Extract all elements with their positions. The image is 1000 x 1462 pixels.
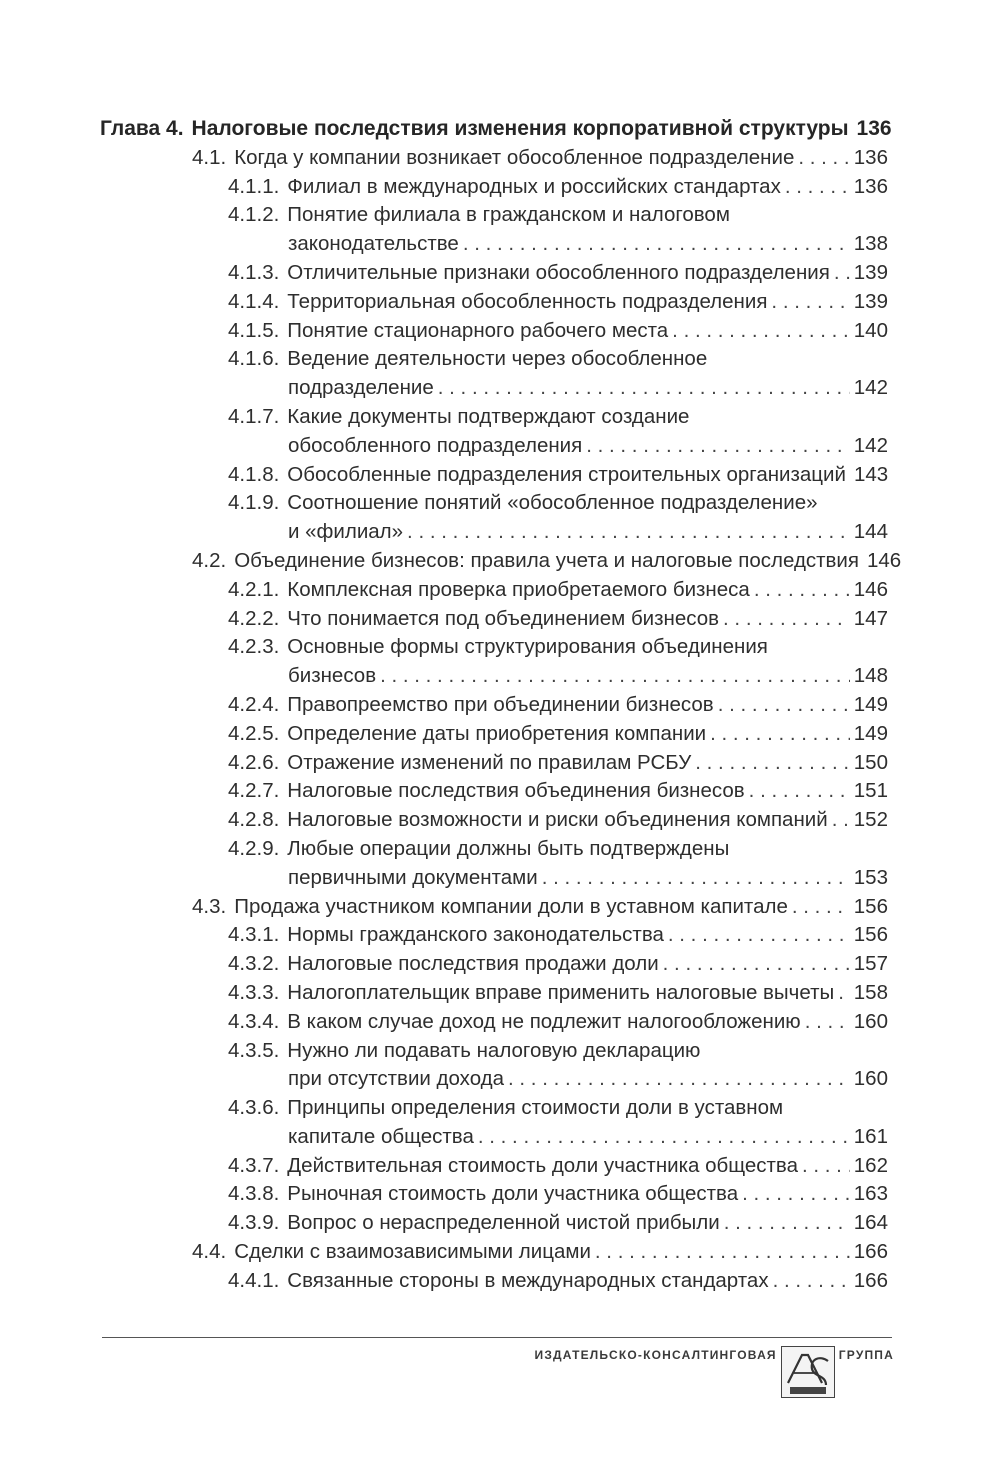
toc-page-number: 139 (853, 260, 888, 284)
toc-entry-number: 4.4. (192, 1240, 227, 1264)
toc-subsection-entry (0, 605, 1000, 634)
toc-dot-leader (742, 1180, 850, 1209)
toc-entry-title: Продажа участником компании доли в уставном капитале (234, 894, 788, 918)
toc-subsection-entry (0, 777, 1000, 806)
footer-divider (102, 1337, 892, 1338)
toc-page-number: 166 (853, 1240, 888, 1264)
toc-entry-title-continued: законодательстве (288, 232, 459, 256)
toc-subsection-entry (0, 201, 1000, 230)
toc-entry-title: Действительная стоимость доли участника общества (287, 1153, 798, 1177)
toc-subsection-entry (0, 1180, 1000, 1209)
toc-page-number: 146 (853, 577, 888, 601)
toc-entry-title: Любые операции должны быть подтверждены (287, 836, 730, 860)
toc-entry-number: 4.3.3. (228, 980, 280, 1004)
toc-entry-title-continued: капитале общества (288, 1124, 474, 1148)
toc-page-number: 149 (853, 721, 888, 745)
toc-entry-number: 4.1.5. (228, 318, 280, 342)
toc-dot-leader (463, 230, 850, 259)
toc-entry-number: 4.3.6. (228, 1096, 280, 1120)
publisher-name-part1: ИЗДАТЕЛЬСКО-КОНСАЛТИНГОВАЯ (534, 1348, 777, 1362)
toc-subsection-entry-continued (0, 432, 1000, 461)
toc-dot-leader (438, 374, 850, 403)
toc-entry-title: Понятие стационарного рабочего места (287, 318, 669, 342)
toc-entry-title: Когда у компании возникает обособленное подразделение (234, 145, 795, 169)
toc-subsection-entry-continued (0, 1123, 1000, 1152)
toc-dot-leader (668, 921, 850, 950)
toc-entry-number: 4.1.9. (228, 491, 280, 515)
toc-subsection-entry (0, 835, 1000, 864)
toc-section-entry (0, 1238, 1000, 1267)
toc-entry-title: Определение даты приобретения компании (287, 721, 707, 745)
publisher-logo-icon (781, 1346, 835, 1398)
table-of-contents (0, 115, 1000, 1296)
toc-dot-leader (749, 777, 850, 806)
toc-entry-title: Правопреемство при объединении бизнесов (287, 692, 714, 716)
toc-entry-number: 4.2. (192, 548, 227, 572)
toc-page-number: 149 (853, 692, 888, 716)
toc-subsection-entry (0, 1008, 1000, 1037)
toc-subsection-entry (0, 576, 1000, 605)
toc-entry-title: Соотношение понятий «обособленное подразделение» (287, 491, 818, 515)
toc-page-number: 157 (853, 952, 888, 976)
toc-subsection-entry-continued (0, 230, 1000, 259)
toc-entry-title: Ведение деятельности через обособленное (287, 347, 708, 371)
toc-dot-leader (785, 173, 850, 202)
toc-page-number: 143 (853, 462, 889, 486)
toc-entry-title: Налоговые последствия объединения бизнесов (287, 779, 745, 803)
toc-entry-title-continued: первичными документами (288, 865, 538, 889)
toc-entry-title: Нормы гражданского законодательства (287, 923, 664, 947)
toc-entry-number: 4.3.4. (228, 1009, 280, 1033)
toc-dot-leader (832, 806, 850, 835)
toc-page-number: 151 (853, 779, 888, 803)
toc-page-number: 142 (853, 433, 888, 457)
toc-entry-number: 4.2.3. (228, 635, 280, 659)
toc-entry-title: В каком случае доход не подлежит налогообложению (287, 1009, 801, 1033)
toc-subsection-entry (0, 633, 1000, 662)
toc-page-number: 161 (853, 1124, 888, 1148)
toc-entry-title: Отличительные признаки обособленного подразделения (287, 260, 830, 284)
toc-entry-number: 4.2.9. (228, 836, 280, 860)
toc-entry-title: Комплексная проверка приобретаемого бизнеса (287, 577, 750, 601)
toc-entry-number: 4.1. (192, 145, 227, 169)
toc-page-number: 142 (853, 376, 888, 400)
toc-page-number: 158 (853, 980, 888, 1004)
toc-dot-leader (595, 1238, 850, 1267)
toc-entry-number: 4.2.8. (228, 808, 280, 832)
toc-entry-number: 4.1.7. (228, 404, 280, 428)
toc-page-number: 147 (853, 606, 888, 630)
toc-page-number: 150 (853, 750, 888, 774)
toc-entry-number: 4.3.9. (228, 1211, 280, 1235)
toc-subsection-entry-continued (0, 374, 1000, 403)
toc-entry-number: 4.3.1. (228, 923, 280, 947)
toc-dot-leader (672, 317, 850, 346)
toc-subsection-entry-continued (0, 864, 1000, 893)
toc-subsection-entry (0, 979, 1000, 1008)
toc-page-number: 156 (853, 923, 888, 947)
toc-entry-number: 4.2.2. (228, 606, 280, 630)
toc-entry-number: 4.3.7. (228, 1153, 280, 1177)
toc-dot-leader (773, 1267, 850, 1296)
toc-page-number: 162 (853, 1153, 888, 1177)
toc-entry-title: Территориальная обособленность подразделения (287, 289, 768, 313)
toc-page-number: 160 (853, 1009, 888, 1033)
toc-entry-title: Обособленные подразделения строительных организаций (287, 462, 846, 486)
toc-entry-title: Объединение бизнесов: правила учета и налоговые последствия (234, 548, 859, 572)
toc-dot-leader (792, 893, 850, 922)
toc-page-number: 163 (853, 1182, 888, 1206)
toc-entry-number: 4.3.8. (228, 1182, 280, 1206)
toc-page-number: 146 (866, 548, 902, 572)
toc-subsection-entry (0, 720, 1000, 749)
toc-entry-number: 4.1.3. (228, 260, 280, 284)
toc-subsection-entry (0, 806, 1000, 835)
toc-dot-leader (586, 432, 850, 461)
publisher-name-part2: ГРУППА (838, 1348, 894, 1362)
toc-entry-title: Рыночная стоимость доли участника общества (287, 1182, 739, 1206)
toc-subsection-entry (0, 1267, 1000, 1296)
toc-entry-title: Вопрос о нераспределенной чистой прибыли (287, 1211, 720, 1235)
toc-subsection-entry (0, 259, 1000, 288)
toc-entry-number: 4.2.7. (228, 779, 280, 803)
toc-subsection-entry (0, 288, 1000, 317)
toc-section-entry (0, 144, 1000, 173)
toc-entry-number: 4.3.5. (228, 1038, 280, 1062)
toc-page-number: 136 (856, 117, 892, 140)
toc-entry-title-continued: обособленного подразделения (288, 433, 583, 457)
toc-page-number: 139 (853, 289, 888, 313)
toc-subsection-entry (0, 691, 1000, 720)
toc-chapter-entry (0, 115, 1000, 144)
toc-entry-title: Отражение изменений по правилам РСБУ (287, 750, 692, 774)
toc-entry-title: Что понимается под объединением бизнесов (287, 606, 720, 630)
toc-subsection-entry (0, 921, 1000, 950)
toc-page-number: 156 (853, 894, 888, 918)
toc-subsection-entry (0, 317, 1000, 346)
publisher-footer (535, 1346, 894, 1398)
toc-entry-number: 4.2.4. (228, 692, 280, 716)
toc-dot-leader (508, 1065, 850, 1094)
toc-dot-leader (838, 979, 850, 1008)
toc-entry-number: 4.2.1. (228, 577, 280, 601)
toc-entry-title-continued: при отсутствии дохода (288, 1067, 505, 1091)
toc-entry-number: 4.4.1. (228, 1268, 280, 1292)
toc-entry-title: Нужно ли подавать налоговую декларацию (287, 1038, 701, 1062)
toc-entry-title: Налогоплательщик вправе применить налоговые вычеты (287, 980, 835, 1004)
toc-subsection-entry (0, 1209, 1000, 1238)
toc-entry-title: Налоговые последствия продажи доли (287, 952, 659, 976)
toc-entry-number: 4.1.2. (228, 203, 280, 227)
toc-entry-number: 4.3. (192, 894, 227, 918)
toc-dot-leader (695, 749, 850, 778)
toc-subsection-entry (0, 1037, 1000, 1066)
toc-entry-title: Филиал в международных и российских стандартах (287, 174, 781, 198)
toc-entry-number: 4.2.6. (228, 750, 280, 774)
toc-entry-number: 4.1.1. (228, 174, 280, 198)
toc-page-number: 164 (853, 1211, 888, 1235)
toc-dot-leader (723, 605, 850, 634)
toc-entry-title: Основные формы структурирования объединения (287, 635, 768, 659)
toc-subsection-entry (0, 489, 1000, 518)
toc-entry-title: Связанные стороны в международных стандартах (287, 1268, 769, 1292)
toc-entry-number: 4.1.4. (228, 289, 280, 313)
toc-dot-leader (771, 288, 849, 317)
toc-entry-number: 4.1.6. (228, 347, 280, 371)
toc-page-number: 160 (853, 1067, 888, 1091)
toc-entry-title-continued: бизнесов (288, 664, 377, 688)
toc-dot-leader (542, 864, 850, 893)
toc-dot-leader (663, 950, 850, 979)
toc-subsection-entry (0, 403, 1000, 432)
toc-subsection-entry (0, 950, 1000, 979)
toc-page-number: 136 (853, 145, 888, 169)
toc-subsection-entry (0, 173, 1000, 202)
toc-subsection-entry-continued (0, 1065, 1000, 1094)
toc-page-number: 148 (853, 664, 888, 688)
toc-dot-leader (798, 144, 849, 173)
toc-entry-title: Принципы определения стоимости доли в уставном (287, 1096, 784, 1120)
toc-dot-leader (802, 1152, 850, 1181)
toc-subsection-entry (0, 461, 1000, 490)
toc-entry-number: 4.1.8. (228, 462, 280, 486)
toc-entry-title-continued: и «филиал» (288, 520, 404, 544)
toc-entry-title-continued: подразделение (288, 376, 434, 400)
toc-dot-leader (380, 662, 850, 691)
toc-page-number: 152 (853, 808, 888, 832)
toc-subsection-entry (0, 1094, 1000, 1123)
toc-subsection-entry (0, 1152, 1000, 1181)
toc-dot-leader (710, 720, 850, 749)
toc-dot-leader (718, 691, 850, 720)
toc-page-number: 153 (853, 865, 888, 889)
toc-dot-leader (805, 1008, 850, 1037)
toc-subsection-entry (0, 345, 1000, 374)
toc-entry-title: Сделки с взаимозависимыми лицами (234, 1240, 591, 1264)
toc-subsection-entry (0, 749, 1000, 778)
toc-dot-leader (834, 259, 850, 288)
toc-page-number: 138 (853, 232, 888, 256)
toc-dot-leader (724, 1209, 850, 1238)
toc-subsection-entry-continued (0, 518, 1000, 547)
toc-entry-number: 4.2.5. (228, 721, 280, 745)
toc-dot-leader (478, 1123, 850, 1152)
toc-entry-number: 4.3.2. (228, 952, 280, 976)
toc-entry-title: Налоговые последствия изменения корпоративной структуры (191, 117, 849, 140)
toc-entry-title: Налоговые возможности и риски объединения компаний (287, 808, 828, 832)
toc-subsection-entry-continued (0, 662, 1000, 691)
toc-entry-number: Глава 4. (100, 117, 184, 140)
toc-section-entry (0, 893, 1000, 922)
toc-page-number: 144 (853, 520, 888, 544)
toc-entry-title: Какие документы подтверждают создание (287, 404, 690, 428)
toc-page-number: 166 (853, 1268, 888, 1292)
toc-section-entry (0, 547, 1000, 576)
toc-dot-leader (754, 576, 850, 605)
toc-page-number: 140 (853, 318, 888, 342)
toc-dot-leader (407, 518, 850, 547)
toc-entry-title: Понятие филиала в гражданском и налоговом (287, 203, 730, 227)
toc-page-number: 136 (853, 174, 888, 198)
